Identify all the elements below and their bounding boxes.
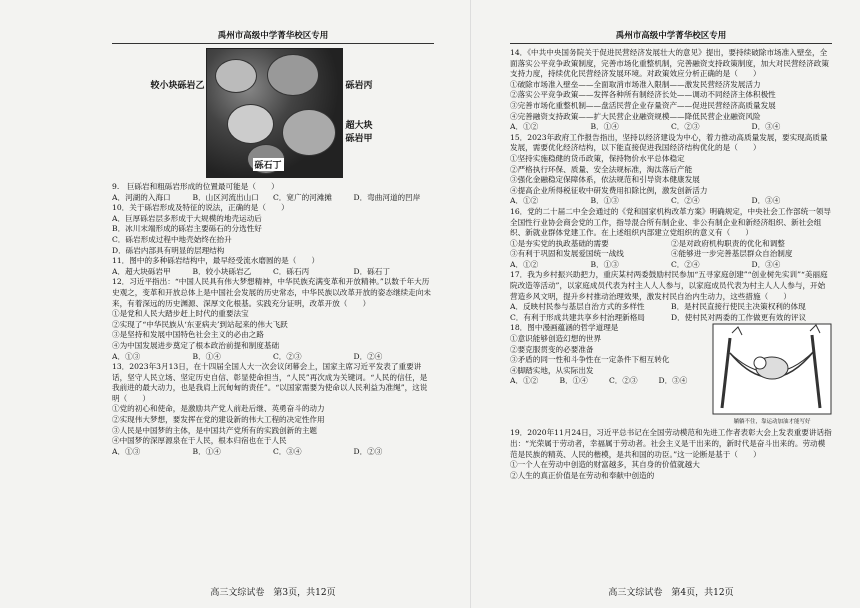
option: D．③④	[751, 196, 781, 206]
option: C．②③	[671, 122, 700, 132]
statement-item: ①是夯实党的执政基础的需要	[510, 238, 609, 248]
statement-item: ②是对政府机构职责的优化和调整	[671, 238, 785, 248]
question-14	[510, 48, 832, 133]
option: C．有利于形成共建共享乡村治理新格局	[510, 312, 645, 322]
page-footer: 高三文综试卷 第3页，共12页	[210, 588, 336, 598]
question-stem: 18．图中漫画蕴涵的哲学道理是	[510, 323, 619, 333]
option: A．①②	[510, 122, 539, 132]
statement-item: ②实现了“中华民族从‘东亚病夫’到站起来的伟大飞跃	[112, 319, 288, 329]
question-stem: 17．我为乡村振兴助把力，重庆某村两委鼓励村民参加“五寻家庭创建”“创业树先实训”“美丽庭院改造等活动”，以家庭成员代表为村主人人人参与，以家庭成员代表为村主人人人参与，开始营造乡风文明，提升乡村推动治理效果，激发村民自治内生动力，这些措施（ ）	[510, 270, 828, 301]
option: D．③④	[658, 376, 688, 386]
statement-item: ③完善市场化重整机制——盘活民营企业存量资产——促进民营经济高质量发展	[510, 100, 776, 110]
question-stem: 10．关于砾岩形成及特征的说法，正确的是（ ）	[112, 203, 289, 213]
option: B．①③	[590, 196, 619, 206]
question-stem: 15．2023年政府工作报告指出，坚持以经济建设为中心，着力推动高质量发展，要实现高质量发展，需要优化经济结构，以下能直接促进我国经济结构优化的是（ ）	[510, 132, 828, 153]
question-17	[510, 270, 832, 323]
statement-item: ④能够进一步完善基层群众自治制度	[671, 249, 793, 259]
question-11	[112, 256, 434, 277]
option: A．超大块砾岩甲	[112, 266, 171, 276]
option: B．较小块砾岩乙	[192, 266, 252, 276]
option: D．③④	[751, 122, 781, 132]
option: D．②③	[353, 446, 383, 456]
option: A．①③	[112, 446, 141, 456]
label-rock-b: 较小块砾岩乙	[150, 81, 205, 91]
option: C．砾石丙	[273, 266, 310, 276]
statement-item: ②实现伟大梦想，要发挥在党的建设新的伟大工程的决定性作用	[112, 415, 325, 425]
option: A．反映村民参与基层自治方式的多样性	[510, 302, 645, 312]
label-rock-c: 砾岩丙	[345, 81, 373, 91]
statement-item: ④中国梦的深厚源泉在于人民，根本归宿也在于人民	[112, 436, 287, 446]
statement-item: ②落实公平竞争政策——发挥各种所有制经济长处——调动不同经济主体积极性	[510, 90, 776, 100]
option: B．①④	[192, 446, 221, 456]
option: C．②④	[671, 196, 700, 206]
question-10	[112, 203, 434, 256]
option: B．①④	[192, 351, 221, 361]
option: D．使村民对两委的工作做更有效的评议	[671, 312, 807, 322]
cartoon-caption: 躺躺不住，靠运动加油才能写好	[733, 419, 811, 426]
option: C．砾岩形成过程中地壳始终在抬升	[112, 234, 232, 244]
hammock-cartoon-icon	[712, 323, 832, 415]
option: A．①②	[510, 259, 539, 269]
option: B．冰川末端形成的砾岩主要砾石的分选性好	[112, 224, 262, 234]
option: C．②③	[609, 376, 638, 386]
option: A．巨厚砾岩层多形成于大规模的地壳运动后	[112, 213, 262, 223]
label-rock-d: 砾石丁	[253, 158, 284, 171]
statement-item: ③强化金融稳定保障体系，依法规范和引导资本健康发展	[510, 175, 700, 185]
option: A．①③	[112, 351, 141, 361]
question-stem: 19．2020年11月24日，习近平总书记在全国劳动模范和先进工作者表彰大会上发表重要讲话指出：“光荣属于劳动者，幸福属于劳动者。社会主义是干出来的，新时代是奋斗出来的。劳动模范是民族的精英、人民的楷模，是共和国的功臣。”这一论断是基于（ ）	[510, 428, 832, 459]
statement-item: ③矛盾的同一性和斗争性在一定条件下相互转化	[510, 355, 670, 365]
statement-item: ④完善融资支持政策——扩大民营企业融资规模——降低民营企业融资风险	[510, 111, 761, 121]
option: C．宽广的河滩摊	[273, 192, 332, 202]
page-header: 禹州市高级中学菁华校区专用	[510, 30, 832, 44]
option: A．①②	[510, 196, 539, 206]
option: A．①②	[510, 376, 539, 386]
page-header: 禹州市高级中学菁华校区专用	[112, 30, 434, 44]
question-18	[510, 323, 832, 426]
question-16	[510, 207, 832, 271]
statement-item: ②要克服贯变的必要准备	[510, 344, 594, 354]
exam-page-3	[112, 30, 434, 600]
option: C．③④	[273, 446, 302, 456]
exam-page-4	[510, 30, 832, 600]
statement-item: ①破除市场准入壁垒——全面取消市场准入限制——激发民营经济发展活力	[510, 79, 761, 89]
option: B．是村民直接行使民主决策权利的体现	[671, 302, 806, 312]
question-9	[112, 182, 434, 203]
question-stem: 14．《中共中央国务院关于促进民营经济发展壮大的意见》提出，要持续破除市场准入壁垒，全面落实公平竞争政策制度，完善市场化重整机制，完善融资支持政策制度，加大对民营经济政策支持力度，持续优化民营经济发展环境。对政策效应分析正确的是（ ）	[510, 48, 829, 79]
statement-item: ①党的初心和使命，是激励共产党人前赴后继、英勇奋斗的动力	[112, 404, 325, 414]
option: B．①④	[590, 122, 619, 132]
statement-item: ④为中国发展进步奠定了根本政治前提和制度基础	[112, 340, 280, 350]
option: D．弯曲河道的凹岸	[353, 192, 421, 202]
option: D．砾岩内部具有明显的层理结构	[112, 245, 225, 255]
statement-item: ③是坚持和发展中国特色社会主义的必由之路	[112, 330, 264, 340]
option: D．砾石丁	[353, 266, 390, 276]
statement-item: ④提高企业所得税征收中研发费用扣除比例，激发创新活力	[510, 185, 708, 195]
page-footer: 高三文综试卷 第4页，共12页	[608, 588, 734, 598]
question-13	[112, 362, 434, 457]
option: D．②④	[353, 351, 383, 361]
statement-item: ③人民是中国梦的主体，是中国共产党所有的实践创新的主题	[112, 425, 318, 435]
page-fold	[470, 0, 471, 608]
statement-item: ①意识能够创造幻想的世界	[510, 334, 602, 344]
label-rock-a: 超大块砾岩甲	[345, 121, 373, 144]
option: A．河湖的入海口	[112, 192, 171, 202]
option: B．山区河流出山口	[192, 192, 259, 202]
question-19	[510, 428, 832, 481]
statement-item: ①坚持实施稳健的货币政策，保持物价水平总体稳定	[510, 153, 685, 163]
statement-item: ④脚踏实地，从实际出发	[510, 365, 594, 375]
question-stem: 11．图中的多种砾岩结构中，最早经受流水磨圆的是（ ）	[112, 256, 320, 266]
statement-item: ①是党和人民大踏步赶上时代的重要法宝	[112, 309, 249, 319]
conglomerate-photo	[150, 48, 376, 178]
question-12	[112, 277, 434, 362]
option: B．①④	[559, 376, 588, 386]
question-stem: 9. 巨砾岩和粗砾岩形成的位置最可能是（ ）	[112, 182, 279, 191]
statement-item: ①一个人在劳动中创造的财富越多，其自身的价值就越大	[510, 460, 700, 470]
question-15	[510, 133, 832, 207]
option: B．①③	[590, 259, 619, 269]
option: C．②④	[671, 259, 700, 269]
statement-item: ②人生的真正价值是在劳动和奉献中创造的	[510, 470, 655, 480]
option: C．②③	[273, 351, 302, 361]
statement-item: ③有利于巩固和发展爱国统一战线	[510, 249, 624, 259]
statement-item: ②严格执行环保、质量、安全法规标准，淘汰落后产能	[510, 164, 693, 174]
cartoon-figure	[712, 323, 832, 428]
question-stem: 16．党的二十届二中全会通过的《党和国家机构改革方案》明确规定，中央社会工作部统一领导全国性行业协会商会党的工作，指导混合所有制企业、非公有制企业和新经济组织、新社会组织、新就业群体党建工作。在上述组织内部建立党组织的意义有（ ）	[510, 206, 832, 238]
question-stem: 12．习近平指出：“中国人民具有伟大梦想精神，中华民族充满变革和开放精神。”以数千年大历史观之，变革和开放总体上是中国社会发展的历史常态，中华民族以改革开放的姿态继续走向未来，有着深远的历史渊源、深厚文化根基。实践充分证明，改革开放（ ）	[112, 277, 431, 308]
option: D．③④	[751, 259, 781, 269]
question-stem: 13．2023年3月13日，在十四届全国人大一次会议闭幕会上，国家主席习近平发表了重要讲话，坚守人民立场、坚定历史自信、彰显使命担当，“人民”再次成为关键词。“人民的信任，是我前进的最大动力，也是我肩上沉甸甸的责任”。“以国家需要为使命以人民利益为准绳”，这说明（ ）	[112, 362, 428, 403]
